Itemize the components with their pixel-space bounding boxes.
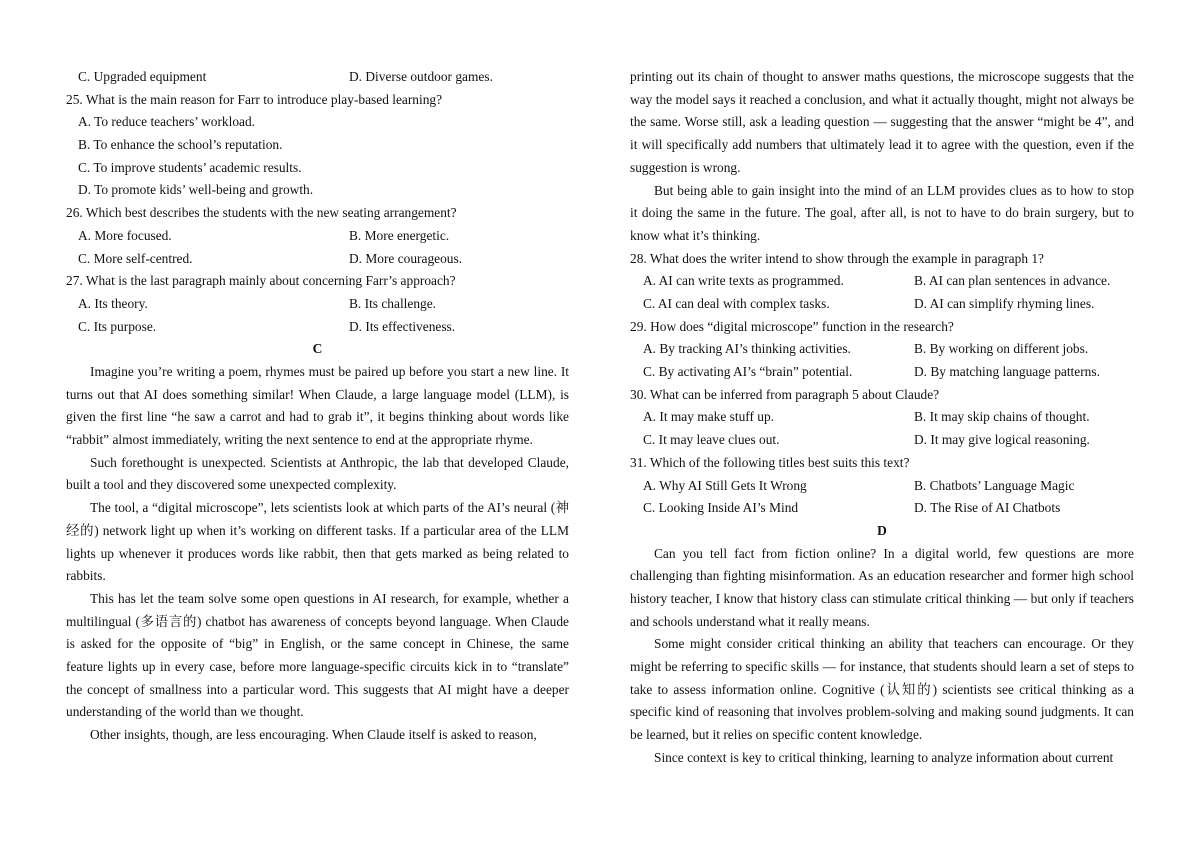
q29-option-b[interactable]: B. By working on different jobs. <box>914 341 1089 357</box>
q25-option-c[interactable]: C. To improve students’ academic results. <box>78 159 302 175</box>
q30-options-row-2 <box>630 429 1134 452</box>
q25-option-b[interactable]: B. To enhance the school’s reputation. <box>78 137 283 153</box>
q29-stem: 29. How does “digital microscope” function in the research? <box>630 318 954 334</box>
q24-option-c[interactable]: C. Upgraded equipment <box>78 69 207 84</box>
q30-options-row-1 <box>630 406 1134 429</box>
q27-options-row-2 <box>66 316 569 339</box>
q28-stem: 28. What does the writer intend to show through the example in paragraph 1? <box>630 250 1045 266</box>
q27-option-c[interactable]: C. Its purpose. <box>78 318 157 334</box>
passage-c-paragraph-5: Other insights, though, are less encouraging. When Claude itself is asked to reason, <box>90 727 537 743</box>
q31-option-a[interactable]: A. Why AI Still Gets It Wrong <box>643 477 807 493</box>
q28-option-c[interactable]: C. AI can deal with complex tasks. <box>643 296 830 311</box>
q28-options-row-1 <box>630 270 1134 293</box>
q27-stem: 27. What is the last paragraph mainly about concerning Farr’s approach? <box>66 273 456 289</box>
q25-option-a[interactable]: A. To reduce teachers’ workload. <box>78 114 256 130</box>
q26-option-c[interactable]: C. More self-centred. <box>78 250 193 266</box>
passage-c-paragraph-4: This has let the team solve some open questions in AI research, for example, whether a multilingual (多语言的) chatbot has awareness of concepts beyond language. When Claude is asked for the opposite of “big” in English, or the same concept in Chinese, the same feature lights up in every case, before more language-specific circuits kick in to “translate” the concept of smallness into a particular word. This suggests that AI might have a deeper understanding of the world than we thought. <box>66 590 569 720</box>
q30-option-d[interactable]: D. It may give logical reasoning. <box>914 432 1090 448</box>
q29-option-c[interactable]: C. By activating AI’s “brain” potential. <box>643 364 853 380</box>
q31-option-b[interactable]: B. Chatbots’ Language Magic <box>914 477 1075 493</box>
right-column <box>630 66 1134 770</box>
passage-d-paragraph-3: Since context is key to critical thinking, learning to analyze information about current <box>654 749 1114 765</box>
q26-option-b[interactable]: B. More energetic. <box>349 227 450 243</box>
section-d-heading: D <box>877 522 887 538</box>
q28-options-row-2 <box>630 293 1134 316</box>
q27-option-d[interactable]: D. Its effectiveness. <box>349 318 456 334</box>
q31-option-c[interactable]: C. Looking Inside AI’s Mind <box>643 500 799 516</box>
q30-option-c[interactable]: C. It may leave clues out. <box>643 432 780 448</box>
q30-option-b[interactable]: B. It may skip chains of thought. <box>914 409 1090 425</box>
q26-option-a[interactable]: A. More focused. <box>78 227 172 243</box>
q26-options-row-1 <box>66 225 569 248</box>
q27-options-row-1 <box>66 293 569 316</box>
passage-d-paragraph-1: Can you tell fact from fiction online? In a digital world, few questions are more challenging than fighting misinformation. As an education researcher and former high school history teacher, I know that history class can stimulate critical thinking — but only if teachers and schools understand what it really means. <box>630 545 1134 629</box>
q28-option-b[interactable]: B. AI can plan sentences in advance. <box>914 273 1111 289</box>
q31-options-row-2 <box>630 497 1134 520</box>
passage-c-paragraph-3: The tool, a “digital microscope”, lets scientists look at which parts of the AI’s neural (神经的) network light up when it’s working on different tasks. If a particular area of the LLM lights up whenever it produces words like rabbit, then that gets marked as being related to rabbits. <box>66 500 569 584</box>
q26-options-row-2 <box>66 248 569 271</box>
q27-option-b[interactable]: B. Its challenge. <box>349 295 437 311</box>
q30-stem: 30. What can be inferred from paragraph 5 about Claude? <box>630 386 940 402</box>
section-c-heading: C <box>312 341 323 357</box>
q26-stem: 26. Which best describes the students with the new seating arrangement? <box>66 205 457 221</box>
q30-option-a[interactable]: A. It may make stuff up. <box>643 409 775 425</box>
left-column <box>66 66 569 747</box>
q29-option-a[interactable]: A. By tracking AI’s thinking activities. <box>643 341 851 357</box>
q25-stem: 25. What is the main reason for Farr to introduce play-based learning? <box>66 91 443 107</box>
q31-stem: 31. Which of the following titles best suits this text? <box>630 454 910 470</box>
passage-c-paragraph-5-continued: printing out its chain of thought to answer maths questions, the microscope suggests that the way the model says it reached a conclusion, and what it actually thought, might not always be the same. Worse still, ask a leading question — suggesting that the answer “might be 4”, and it will specifically add numbers that ultimately lead it to agree with the question, even if the suggestion is wrong. <box>630 69 1134 175</box>
q29-option-d[interactable]: D. By matching language patterns. <box>914 364 1100 380</box>
passage-c-paragraph-6: But being able to gain insight into the mind of an LLM provides clues as to how to stop it doing the same in the future. The goal, after all, is not to have to do brain surgery, but to know what it’s thinking. <box>630 182 1134 243</box>
q28-option-a[interactable]: A. AI can write texts as programmed. <box>643 273 844 289</box>
q31-option-d[interactable]: D. The Rise of AI Chatbots <box>914 500 1061 516</box>
q26-option-d[interactable]: D. More courageous. <box>349 250 463 266</box>
passage-c-paragraph-2: Such forethought is unexpected. Scientists at Anthropic, the lab that developed Claude, built a tool and they discovered some unexpected complexity. <box>66 454 569 493</box>
q25-option-d[interactable]: D. To promote kids’ well-being and growth. <box>78 182 314 198</box>
q24-options-row <box>66 66 569 89</box>
q29-options-row-2 <box>630 361 1134 384</box>
q28-option-d[interactable]: D. AI can simplify rhyming lines. <box>914 296 1095 311</box>
q27-option-a[interactable]: A. Its theory. <box>78 295 148 311</box>
passage-d-paragraph-2: Some might consider critical thinking an ability that teachers can encourage. Or they might be referring to specific skills — for instance, that students should learn a set of steps to take to assess information online. Cognitive (认知的) scientists see critical thinking as a specific kind of reasoning that involves problem-solving and making sound judgments. It can be learned, but it relies on specific content knowledge. <box>630 636 1134 743</box>
q24-option-d[interactable]: D. Diverse outdoor games. <box>349 69 493 84</box>
q31-options-row-1 <box>630 475 1134 498</box>
q29-options-row-1 <box>630 338 1134 361</box>
passage-c-paragraph-1: Imagine you’re writing a poem, rhymes must be paired up before you start a new line. It turns out that AI does something similar! When Claude, a large language model (LLM), is given the first line “he saw a carrot and had to grab it”, it begins thinking about words like “rabbit” almost immediately, writing the next sentence to end at the appropriate rhyme. <box>66 363 569 448</box>
